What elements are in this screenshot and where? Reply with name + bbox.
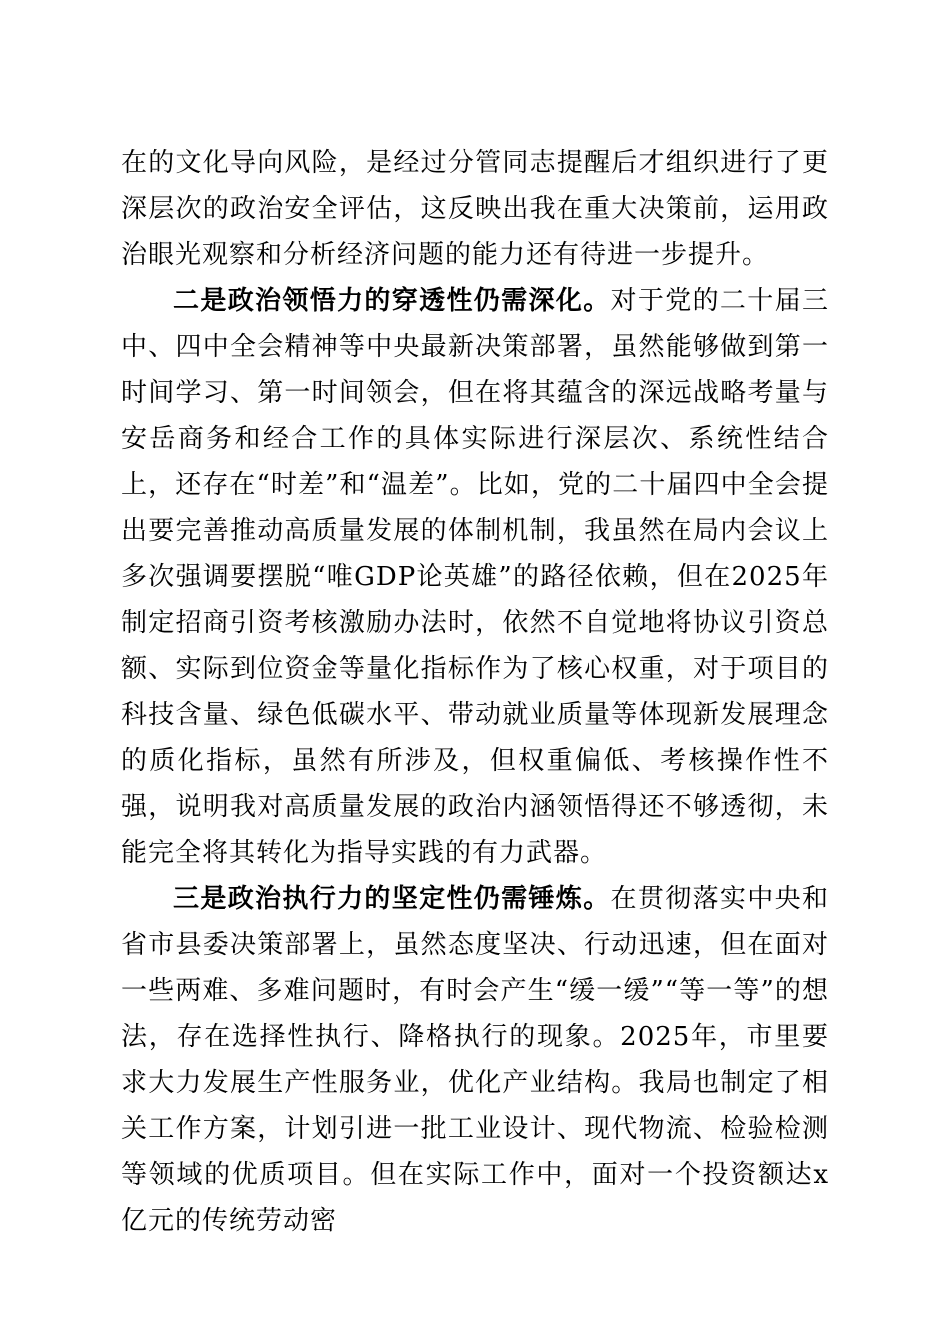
paragraph-text: 对于党的二十届三中、四中全会精神等中央最新决策部署，虽然能够做到第一时间学习、第一时间领会，但在将其蕴含的深远战略考量与安岳商务和经合工作的具体实际进行深层次、系统性结合上，还存在“时差”和“温差”。比如，党的二十届四中全会提出要完善推动高质量发展的体制机制，我虽然在局内会议上多次强调要摆脱“唯GDP论英雄”的路径依赖，但在2025年制定招商引资考核激励办法时，依然不自觉地将协议引资总额、实际到位资金等量化指标作为了核心权重，对于项目的科技含量、绿色低碳水平、带动就业质量等体现新发展理念的质化指标，虽然有所涉及，但权重偏低、考核操作性不强，说明我对高质量发展的政治内涵领悟得还不够透彻，未能完全将其转化为指导实践的有力武器。	[121, 286, 829, 868]
paragraph-political-comprehension	[121, 278, 829, 876]
paragraph-heading: 二是政治领悟力的穿透性仍需深化。	[173, 286, 611, 316]
paragraph-political-execution	[121, 876, 829, 1244]
paragraph-continuation	[121, 140, 829, 278]
paragraph-heading: 三是政治执行力的坚定性仍需锤炼。	[173, 884, 611, 914]
paragraph-text: 在的文化导向风险，是经过分管同志提醒后才组织进行了更深层次的政治安全评估，这反映出我在重大决策前，运用政治眼光观察和分析经济问题的能力还有待进一步提升。	[121, 148, 829, 270]
paragraph-text: 在贯彻落实中央和省市县委决策部署上，虽然态度坚决、行动迅速，但在面对一些两难、多难问题时，有时会产生“缓一缓”“等一等”的想法，存在选择性执行、降格执行的现象。2025年，市里要求大力发展生产性服务业，优化产业结构。我局也制定了相关工作方案，计划引进一批工业设计、现代物流、检验检测等领域的优质项目。但在实际工作中，面对一个投资额达x亿元的传统劳动密	[121, 884, 829, 1236]
document-body	[121, 140, 829, 1244]
